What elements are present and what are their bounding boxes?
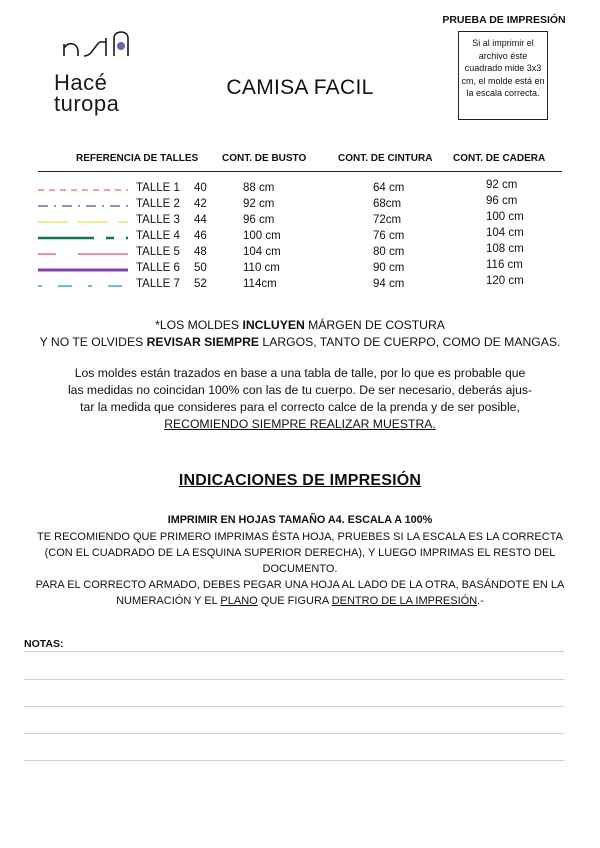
size-line-swatch	[38, 220, 128, 224]
notice-line-2	[0, 335, 600, 349]
table-divider	[38, 171, 562, 172]
disclaimer-line-3: tar la medida que consideres para el correcto calce de la prenda y de ser posible,	[80, 400, 520, 414]
print-para-2-plano: PLANO	[220, 595, 258, 607]
print-instructions-subheading: IMPRIMIR EN HOJAS TAMAÑO A4. ESCALA A 100%	[167, 514, 433, 526]
print-para-2-dentro: DENTRO DE LA IMPRESIÓN	[331, 595, 478, 607]
size-label: TALLE 1	[136, 182, 180, 194]
size-line-swatch	[38, 252, 128, 256]
size-label: TALLE 3	[136, 214, 180, 226]
note-line	[24, 760, 564, 761]
size-number: 50	[194, 262, 207, 274]
size-number: 42	[194, 198, 207, 210]
print-test-square	[458, 31, 548, 120]
disclaimer-line-4: RECOMIENDO SIEMPRE REALIZAR MUESTRA.	[164, 417, 436, 431]
logo-line-2: turopa	[54, 91, 120, 116]
print-para-2-line-1: PARA EL CORRECTO ARMADO, DEBES PEGAR UNA HOJA AL LADO DE LA OTRA, BASÁNDOTE EN LA	[35, 579, 565, 591]
waist-value: 64 cm	[373, 182, 405, 194]
disclaimer-line-2: las medidas no coincidan 100% con las de tu cuerpo. De ser necesario, deberás ajus-	[67, 383, 533, 397]
waist-value: 72cm	[373, 214, 402, 226]
note-line	[24, 651, 564, 652]
size-number: 40	[194, 182, 207, 194]
bust-value: 110 cm	[243, 262, 280, 274]
header-hip: CONT. DE CADERA	[453, 153, 546, 164]
notice-line-1-bold: INCLUYEN	[242, 318, 305, 332]
header-size-reference: REFERENCIA DE TALLES	[76, 153, 199, 164]
waist-value: 68cm	[373, 198, 402, 210]
waist-value: 76 cm	[373, 230, 405, 242]
size-label: TALLE 5	[136, 246, 180, 258]
size-number: 46	[194, 230, 207, 242]
bust-value: 114cm	[243, 278, 277, 290]
size-label: TALLE 4	[136, 230, 180, 242]
notice-line-1-pre: *LOS MOLDES	[155, 318, 243, 332]
waist-value: 80 cm	[373, 246, 405, 258]
hip-value: 108 cm	[486, 243, 524, 255]
bust-value: 88 cm	[243, 182, 275, 194]
note-line	[24, 733, 564, 734]
note-line	[24, 706, 564, 707]
hip-value: 116 cm	[486, 259, 523, 271]
print-para-2-post: .-	[477, 595, 484, 607]
print-para-2-line-2	[20, 593, 580, 609]
notice-line-2-bold: REVISAR SIEMPRE	[146, 335, 260, 349]
bust-value: 104 cm	[243, 246, 281, 258]
header-bust: CONT. DE BUSTO	[222, 153, 307, 164]
note-line	[24, 679, 564, 680]
logo-line-1: Hacé	[54, 70, 108, 95]
size-number: 52	[194, 278, 207, 290]
hip-value: 100 cm	[486, 211, 524, 223]
print-instructions-heading: INDICACIONES DE IMPRESIÓN	[178, 472, 422, 489]
size-line-swatch	[38, 284, 128, 288]
size-row	[0, 275, 600, 294]
brand-logo-text	[54, 72, 119, 114]
size-label: TALLE 2	[136, 198, 180, 210]
document-title: CAMISA FACIL	[226, 76, 374, 99]
disclaimer-line-1: Los moldes están trazados en base a una tabla de talle, por lo que es probable que	[74, 366, 526, 380]
size-label: TALLE 6	[136, 262, 180, 274]
size-line-swatch	[38, 268, 128, 272]
size-number: 48	[194, 246, 207, 258]
print-para-2-pre: NUMERACIÓN Y EL	[116, 595, 221, 607]
notes-label: NOTAS:	[24, 638, 64, 650]
size-number: 44	[194, 214, 207, 226]
print-test-text: Si al imprimir el archivo éste cuadrado mide 3x3 cm, el molde está en la escala correcta.	[461, 38, 545, 99]
hip-value: 120 cm	[486, 275, 524, 287]
hip-value: 92 cm	[486, 179, 518, 191]
notice-line-1	[0, 318, 600, 332]
size-line-swatch	[38, 188, 128, 192]
print-para-1-line-1: TE RECOMIENDO QUE PRIMERO IMPRIMAS ÉSTA HOJA, PRUEBES SI LA ESCALA ES LA CORRECTA	[37, 531, 563, 543]
notice-line-2-pre: Y NO TE OLVIDES	[39, 335, 147, 349]
hip-value: 104 cm	[486, 227, 524, 239]
bust-value: 96 cm	[243, 214, 275, 226]
notice-line-1-post: MÁRGEN DE COSTURA	[304, 318, 445, 332]
print-test-heading: PRUEBA DE IMPRESIÓN	[442, 14, 566, 26]
print-para-2-mid: QUE FIGURA	[257, 595, 332, 607]
size-line-swatch	[38, 236, 128, 240]
print-para-1-line-2: (CON EL CUADRADO DE LA ESQUINA SUPERIOR DERECHA), Y LUEGO IMPRIMAS EL RESTO DEL	[44, 547, 556, 559]
bust-value: 100 cm	[243, 230, 281, 242]
hip-value: 96 cm	[486, 195, 518, 207]
print-para-1-line-3: DOCUMENTO.	[262, 563, 338, 575]
bust-value: 92 cm	[243, 198, 275, 210]
size-line-swatch	[38, 204, 128, 208]
header-waist: CONT. DE CINTURA	[338, 153, 433, 164]
notice-line-2-post: LARGOS, TANTO DE CUERPO, COMO DE MANGAS.	[259, 335, 561, 349]
size-label: TALLE 7	[136, 278, 180, 290]
waist-value: 94 cm	[373, 278, 405, 290]
waist-value: 90 cm	[373, 262, 405, 274]
